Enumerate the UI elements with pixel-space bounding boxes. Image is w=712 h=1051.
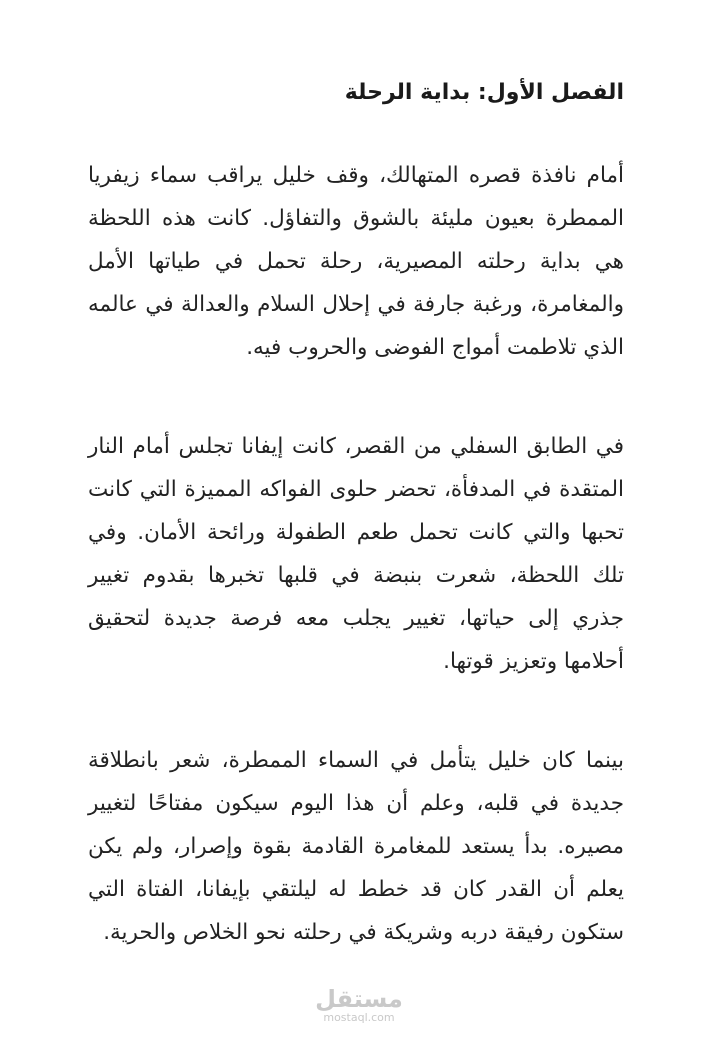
chapter-title: الفصل الأول: بداية الرحلة: [344, 80, 624, 105]
watermark-latin-text: mostaql.com: [323, 1011, 395, 1024]
paragraph-3: بينما كان خليل يتأمل في السماء الممطرة، شعر بانطلاقة جديدة في قلبه، وعلم أن هذا اليوم سيكون مفتاحًا لتغيير مصيره. بدأ يستعد للمغامرة القادمة بقوة وإصرار، ولم يكن يعلم أن القدر كان قد خطط له ليلتقي بإيفانا، الفتاة التي ستكون رفيقة دربه وشريكة في رحلته نحو الخلاص والحرية.: [88, 748, 624, 945]
paragraph-1: أمام نافذة قصره المتهالك، وقف خليل يراقب سماء زيفريا الممطرة بعيون مليئة بالشوق والتفاؤل. كانت هذه اللحظة هي بداية رحلته المصيرية، رحلة تحمل في طياتها الأمل والمغامرة، ورغبة جارفة في إحلال السلام والعدالة في عالمه الذي تلاطمت أمواج الفوضى والحروب فيه.: [88, 163, 624, 360]
watermark-arabic-text: مستقل: [315, 985, 403, 1013]
watermark-logo: [314, 986, 404, 1024]
paragraph-2: في الطابق السفلي من القصر، كانت إيفانا تجلس أمام النار المتقدة في المدفأة، تحضر حلوى الفواكه المميزة التي كانت تحبها والتي كانت تحمل طعم الطفولة ورائحة الأمان. وفي تلك اللحظة، شعرت بنبضة في قلبها تخبرها بقدوم تغيير جذري إلى حياتها، تغيير يجلب معه فرصة جديدة لتحقيق أحلامها وتعزيز قوتها.: [88, 434, 624, 674]
